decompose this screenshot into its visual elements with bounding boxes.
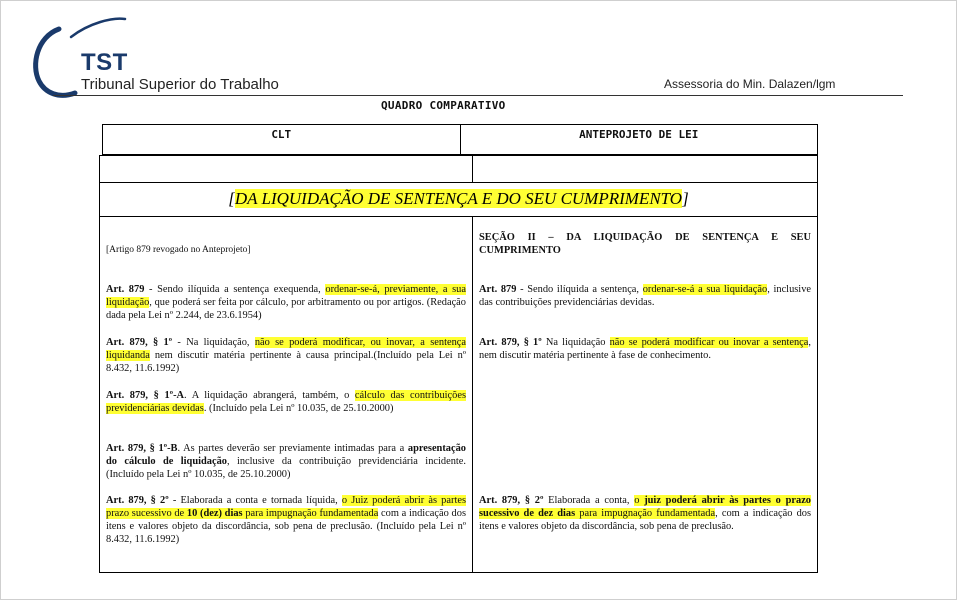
column-header-box	[102, 124, 818, 155]
article-label: Art. 879	[106, 284, 145, 295]
header-assessoria: Assessoria do Min. Dalazen/lgm	[664, 77, 836, 91]
column-header-anteprojeto: ANTEPROJETO DE LEI	[579, 128, 699, 141]
highlight: ordenar-se-á, previamente, a sua liquidação	[106, 284, 466, 308]
clt-art-879-p1b	[106, 442, 466, 481]
clt-art-879	[106, 283, 466, 322]
text: , inclusive da contribuição previdenciária incidente. (Incluído pela Lei nº 10.035, de 25.10.2000)	[106, 456, 466, 480]
text: , que poderá ser feita por cálculo, por arbitramento ou por artigos. (Redação dada pela Lei nº 2.244, de 23.6.1954)	[106, 297, 466, 321]
highlight-bold: juiz poderá abrir às partes o prazo sucessivo de dez dias	[479, 495, 811, 519]
section-heading-row	[100, 183, 817, 217]
highlight: não se poderá modificar ou inovar a sentença	[609, 337, 809, 348]
text: , com a indicação dos itens e valores objeto da discordância, sob pena de preclusão.	[479, 508, 811, 532]
highlight: para impugnação fundamentada	[575, 508, 716, 519]
article-label: Art. 879	[479, 284, 517, 295]
article-label: Art. 879, § 1º-A	[106, 390, 185, 401]
anteprojeto-secao-heading	[479, 231, 811, 257]
comparison-table	[99, 155, 818, 573]
highlight: não se poderá modificar, ou inovar, a sentença liquidanda	[106, 337, 467, 361]
highlight: o	[634, 495, 645, 506]
text: com a indicação dos itens e valores objeto da discordância, sob pena de preclusão. (Incluído pela Lei nº 8.432, 11.6.1992)	[106, 508, 466, 545]
article-label: Art. 879, § 2º	[479, 495, 544, 506]
text: nem discutir matéria pertinente à causa principal.(Incluído pela Lei nº 8.432, 11.6.1992)	[106, 350, 466, 374]
section-heading-text: DA LIQUIDAÇÃO DE SENTENÇA E DO SEU CUMPRIMENTO	[234, 189, 683, 208]
bold-text: apresentação do cálculo de liquidação	[106, 443, 466, 467]
anteprojeto-art-879	[479, 283, 811, 309]
text: Na liquidação	[541, 337, 610, 348]
bracket-close: ]	[682, 189, 689, 208]
article-label: Art. 879, § 1º	[479, 337, 542, 348]
highlight: cálculo das contribuições previdenciárias devidas	[106, 390, 466, 414]
column-divider	[472, 156, 473, 182]
column-header-clt: CLT	[103, 125, 461, 154]
text: - Sendo ilíquida a sentença,	[516, 284, 643, 295]
clt-revogado-note: [Artigo 879 revogado no Anteprojeto]	[106, 245, 251, 255]
header-divider	[53, 95, 903, 96]
clt-art-879-p1	[106, 336, 466, 375]
text: . A liquidação abrangerá, também, o	[184, 390, 355, 401]
highlight-bold: 10 (dez) dias	[186, 508, 243, 519]
article-label: Art. 879, § 1º-B	[106, 443, 178, 454]
text: - Sendo ilíquida a sentença exequenda,	[144, 284, 326, 295]
highlight: para impugnação fundamentada	[242, 508, 379, 519]
clt-art-879-p1a	[106, 389, 466, 415]
text: , inclusive das contribuições previdenciárias devidas.	[479, 284, 811, 308]
text: - Na liquidação,	[172, 337, 255, 348]
logo-abbreviation: TST	[81, 49, 128, 76]
text: - Elaborada a conta e tornada líquida,	[168, 495, 342, 506]
section-heading	[228, 189, 688, 208]
highlight: o Juiz poderá abrir às partes prazo sucessivo de	[106, 495, 466, 519]
anteprojeto-art-879-p1	[479, 336, 811, 362]
article-label: Art. 879, § 1º	[106, 337, 173, 348]
document-title: QUADRO COMPARATIVO	[381, 99, 506, 112]
bracket-open: [	[228, 189, 235, 208]
clt-art-879-p2	[106, 494, 466, 546]
text: , nem discutir matéria pertinente à fase de conhecimento.	[479, 337, 812, 361]
text: Elaborada a conta,	[543, 495, 635, 506]
secao-text: SEÇÃO II – DA LIQUIDAÇÃO DE SENTENÇA E SEU CUMPRIMENTO	[479, 232, 811, 256]
logo-court-name: Tribunal Superior do Trabalho	[81, 76, 279, 93]
empty-row	[100, 156, 817, 183]
anteprojeto-art-879-p2	[479, 494, 811, 533]
text: . As partes deverão ser previamente intimadas para a	[177, 443, 408, 454]
column-divider	[472, 217, 473, 572]
article-label: Art. 879, § 2º	[106, 495, 169, 506]
text: . (Incluído pela Lei nº 10.035, de 25.10.2000)	[203, 403, 394, 414]
highlight: ordenar-se-á a sua liquidação	[642, 284, 768, 295]
